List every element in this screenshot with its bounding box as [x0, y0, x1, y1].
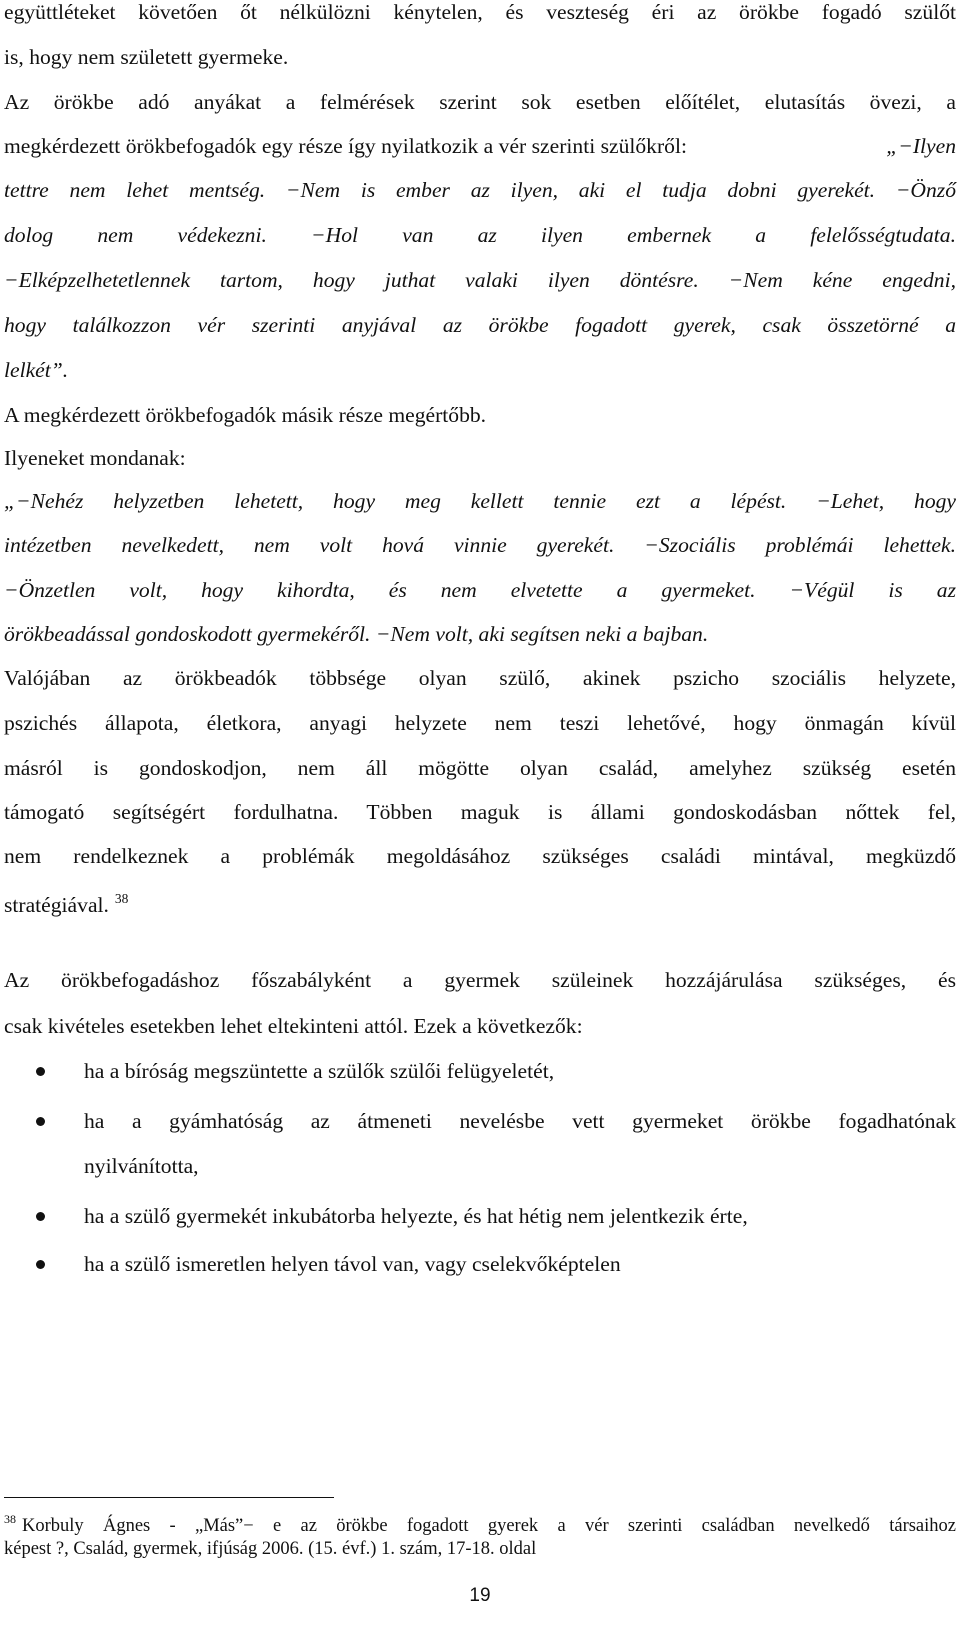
quote2-line-3: −Önzetlen volt, hogy kihordta, és nem elvetette a gyermeket. −Végül is az [4, 578, 956, 602]
body-line-1: együttléteket követően őt nélkülözni kénytelen, és veszteség éri az örökbe fogadó szülőt [4, 0, 956, 24]
body-line-4 [4, 136, 956, 158]
quote2-line-2: intézetben nevelkedett, nem volt hová vinnie gyerekét. −Szociális problémái lehettek. [4, 533, 956, 557]
body-line-4-text: megkérdezett örökbefogadók egy része így nyilatkozik a vér szerinti szülőkről: [4, 134, 687, 158]
para-line-6-text: stratégiával. [4, 893, 109, 917]
para-line-5: nem rendelkeznek a problémák megoldásához szükséges családi mintával, megküzdő [4, 844, 956, 868]
body-line-5: A megkérdezett örökbefogadók másik része megértőbb. [4, 403, 487, 427]
quote-line-2: dolog nem védekezni. −Hol van az ilyen embernek a felelősségtudata. [4, 223, 956, 247]
para-line-2: pszichés állapota, életkora, anyagi helyzete nem teszi lehetővé, hogy önmagán kívül [4, 711, 956, 735]
bullet-dot [36, 1117, 45, 1126]
quote-line-3: −Elképzelhetetlennek tartom, hogy juthat valaki ilyen döntésre. −Nem kéne engedni, [4, 268, 956, 292]
list-item: ha a gyámhatóság az átmeneti nevelésbe vett gyermeket örökbe fogadhatónak [84, 1109, 956, 1133]
para-line-6 [4, 892, 128, 917]
para-line-1: Valójában az örökbeadók többsége olyan szülő, akinek pszicho szociális helyzete, [4, 666, 956, 690]
quote2-line-4: örökbeadással gondoskodott gyermekéről. −Nem volt, aki segítsen neki a bajban. [4, 622, 709, 646]
footnote-line-2: képest ?, Család, gyermek, ifjúság 2006. (15. évf.) 1. szám, 17-18. oldal [4, 1539, 537, 1559]
para-line-3: másról is gondoskodjon, nem áll mögötte olyan család, amelyhez szükség esetén [4, 756, 956, 780]
quote-line-4: hogy találkozzon vér szerinti anyjával az örökbe fogadott gyerek, csak összetörné a [4, 313, 956, 337]
para2-line-1: Az örökbefogadáshoz főszabályként a gyermek szüleinek hozzájárulása szükséges, és [4, 968, 956, 992]
bullet-dot [36, 1260, 45, 1269]
para2-line-2: csak kivételes esetekben lehet eltekinteni attól. Ezek a következők: [4, 1014, 583, 1038]
para-line-4: támogató segítségért fordulhatna. Többen maguk is állami gondoskodásban nőttek fel, [4, 800, 956, 824]
footnote-separator [4, 1497, 334, 1498]
page-number: 19 [469, 1585, 491, 1606]
quote-line-5: lelkét”. [4, 358, 69, 382]
footnote-text-1: Korbuly Ágnes - „Más”− e az örökbe fogadott gyerek a vér szerinti családban nevelkedő társaihoz [22, 1516, 956, 1536]
list-item: ha a szülő gyermekét inkubátorba helyezte, és hat hétig nem jelentkezik érte, [84, 1204, 748, 1228]
body-line-6: Ilyeneket mondanak: [4, 446, 186, 470]
quote-line-1: tettre nem lehet mentség. −Nem is ember az ilyen, aki el tudja dobni gyerekét. −Önző [4, 178, 956, 202]
footnote-marker: 38 [4, 1512, 16, 1526]
list-item-continuation: nyilvánította, [84, 1154, 199, 1178]
body-line-2: is, hogy nem született gyermeke. [4, 45, 289, 69]
list-item: ha a szülő ismeretlen helyen távol van, vagy cselekvőképtelen [84, 1252, 621, 1276]
list-item: ha a bíróság megszüntette a szülők szülői felügyeletét, [84, 1059, 555, 1083]
footnote-line-1 [4, 1513, 956, 1536]
body-line-3: Az örökbe adó anyákat a felmérések szerint sok esetben előítélet, elutasítás övezi, a [4, 90, 956, 114]
bullet-dot [36, 1067, 45, 1076]
quote2-line-1: „−Nehéz helyzetben lehetett, hogy meg kellett tennie ezt a lépést. −Lehet, hogy [4, 489, 956, 513]
bullet-dot [36, 1212, 45, 1221]
footnote-reference[interactable]: 38 [114, 891, 129, 906]
body-line-4-quote: „−Ilyen [886, 134, 956, 158]
